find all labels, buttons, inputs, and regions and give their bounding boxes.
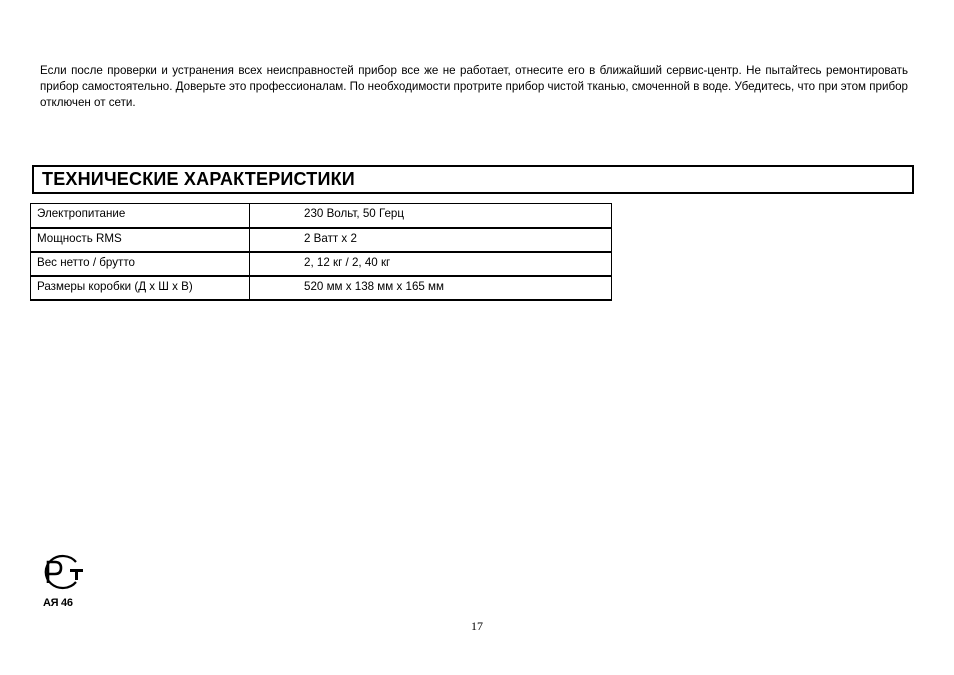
table-row [31, 204, 612, 228]
table-row [31, 228, 612, 252]
spec-name: Электропитание [31, 204, 250, 228]
spec-name: Мощность RMS [31, 228, 250, 252]
spec-name: Размеры коробки (Д х Ш х В) [31, 276, 250, 300]
rst-certification-mark-icon [38, 554, 84, 590]
spec-name: Вес нетто / брутто [31, 252, 250, 276]
table-row [31, 252, 612, 276]
specs-table [30, 203, 612, 301]
spec-value: 2 Ватт х 2 [250, 228, 612, 252]
section-header [32, 165, 914, 194]
page-number: 17 [471, 619, 483, 633]
spec-value: 520 мм х 138 мм х 165 мм [250, 276, 612, 300]
section-title: ТЕХНИЧЕСКИЕ ХАРАКТЕРИСТИКИ [42, 169, 355, 189]
table-row [31, 276, 612, 300]
certification-code: АЯ 46 [43, 597, 73, 609]
spec-value: 230 Вольт, 50 Герц [250, 204, 612, 228]
spec-value: 2, 12 кг / 2, 40 кг [250, 252, 612, 276]
intro-paragraph: Если после проверки и устранения всех неисправностей прибор все же не работает, отнесите его в ближайший сервис-центр. Не пытайтесь ремонтировать прибор самостоятельно. Доверьте это профессионалам. По необходимости протрите прибор чистой тканью, смоченной в воде. Убедитесь, что при этом прибор отключен от сети. [40, 64, 908, 109]
